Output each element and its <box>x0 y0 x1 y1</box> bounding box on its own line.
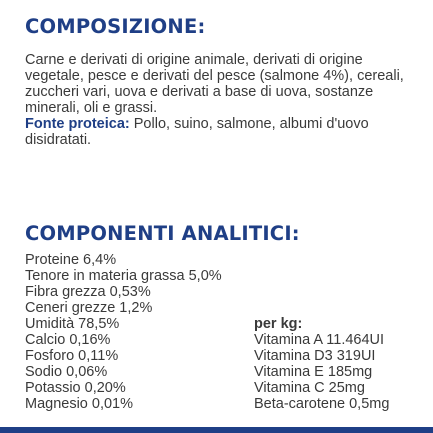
per-kg-heading: per kg: <box>254 316 303 332</box>
composition-heading: COMPOSIZIONE: <box>25 15 206 38</box>
analytics-item-phosphorus: Fosforo 0,11% <box>25 348 119 364</box>
analytics-list-right <box>254 316 389 412</box>
analytics-item-calcium: Calcio 0,16% <box>25 332 111 348</box>
analytics-item-moisture: Umidità 78,5% <box>25 316 120 332</box>
analytics-heading: COMPONENTI ANALITICI: <box>25 222 300 245</box>
analytics-item-sodium: Sodio 0,06% <box>25 364 108 380</box>
analytics-item-fiber: Fibra grezza 0,53% <box>25 284 151 300</box>
composition-body: Carne e derivati di origine animale, derivati di origine vegetale, pesce e derivati del pesce (salmone 4%), cereali, zuccheri vari, uova e derivati a base di uova, sostanze minerali, oli e grassi. <box>25 52 404 116</box>
beta-carotene-item: Beta-carotene 0,5mg <box>254 396 390 412</box>
analytics-item-protein: Proteine 6,4% <box>25 252 117 268</box>
analytics-item-potassium: Potassio 0,20% <box>25 380 126 396</box>
composition-text <box>25 52 425 148</box>
analytics-item-ash: Ceneri grezze 1,2% <box>25 300 153 316</box>
protein-source-label: Fonte proteica: <box>25 116 130 132</box>
vitamin-a-item: Vitamina A 11.464UI <box>254 332 385 348</box>
analytics-item-magnesium: Magnesio 0,01% <box>25 396 134 412</box>
analytics-item-fat: Tenore in materia grassa 5,0% <box>25 268 222 284</box>
vitamin-e-item: Vitamina E 185mg <box>254 364 373 380</box>
analytics-list-left <box>25 252 222 412</box>
bottom-accent-bar <box>0 427 433 433</box>
protein-source-text: Pollo, suino, salmone, albumi d'uovo disidratati. <box>25 116 369 148</box>
vitamin-d3-item: Vitamina D3 319UI <box>254 348 376 364</box>
vitamin-c-item: Vitamina C 25mg <box>254 380 365 396</box>
